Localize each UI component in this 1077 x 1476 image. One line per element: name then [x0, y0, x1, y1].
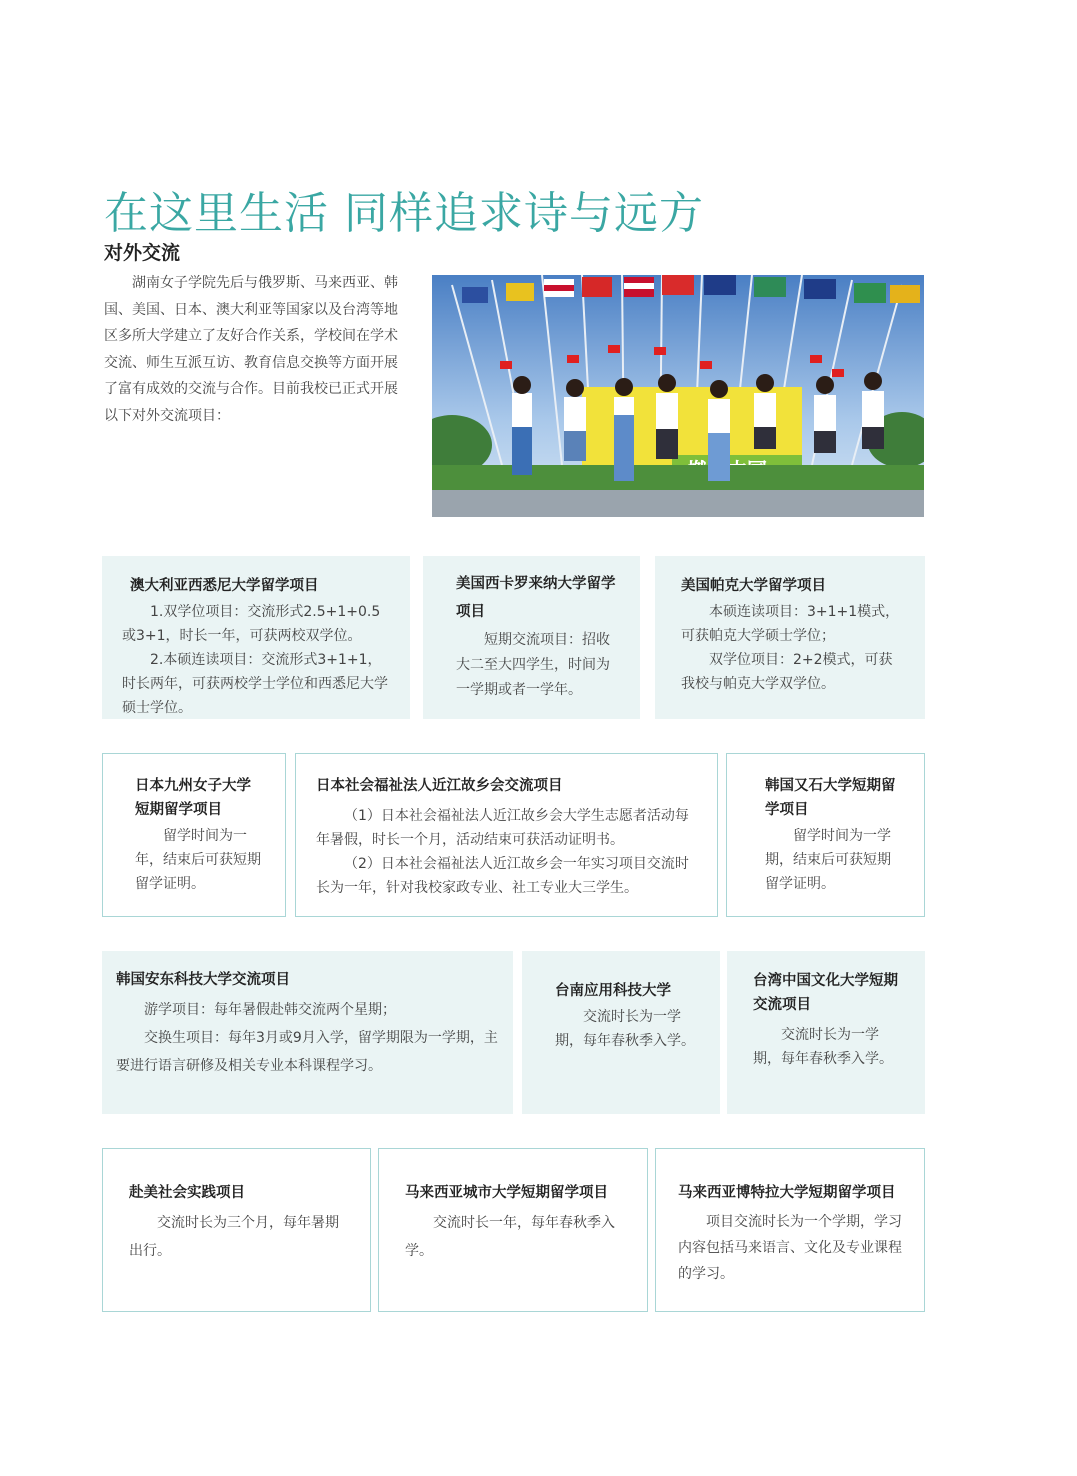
program-title: 台湾中国文化大学短期交流项目 [753, 973, 898, 1013]
program-detail: 交换生项目：每年3月或9月入学，留学期限为一学期，主要进行语言研修及相关专业本科课程学习。 [116, 1030, 498, 1074]
exchange-event-photo [432, 275, 924, 517]
program-detail: 交流时长为一学期，每年春秋季入学。 [555, 1009, 695, 1049]
program-card-andong [102, 951, 513, 1114]
program-title: 马来西亚博特拉大学短期留学项目 [678, 1185, 896, 1201]
program-title: 台南应用科技大学 [555, 983, 671, 999]
program-title: 日本社会福祉法人近江故乡会交流项目 [316, 778, 563, 794]
program-title: 韩国安东科技大学交流项目 [116, 972, 290, 988]
program-title: 马来西亚城市大学短期留学项目 [405, 1185, 608, 1201]
program-card-usa-practice [102, 1148, 371, 1312]
program-card-pccu [727, 951, 925, 1114]
program-detail: 2.本硕连读项目：交流形式3+1+1，时长两年，可获两校学士学位和西悉尼大学硕士学位。 [122, 652, 388, 716]
program-title: 韩国又石大学短期留学项目 [765, 778, 896, 818]
program-card-city-u [378, 1148, 648, 1312]
program-card-park [655, 556, 925, 719]
program-detail: 交流时长为一学期，每年春秋季入学。 [753, 1027, 893, 1067]
program-detail: （2）日本社会福祉法人近江故乡会一年实习项目交流时长为一年，针对我校家政专业、社工专业大三学生。 [316, 856, 689, 896]
program-card-omi [295, 753, 718, 917]
program-card-kyushu [102, 753, 286, 917]
program-card-sydney [102, 556, 410, 719]
program-card-carolina [423, 556, 640, 719]
program-detail: 1.双学位项目：交流形式2.5+1+0.5或3+1，时长一年，可获两校双学位。 [122, 604, 381, 644]
program-detail: 双学位项目：2+2模式，可获我校与帕克大学双学位。 [681, 652, 893, 692]
page-title: 在这里生活 同样追求诗与远方 [104, 188, 704, 240]
program-detail: 留学时间为一年，结束后可获短期留学证明。 [135, 828, 261, 892]
section-heading: 对外交流 [104, 241, 181, 264]
program-detail: 留学时间为一学期，结束后可获短期留学证明。 [765, 828, 891, 892]
program-card-tainan [522, 951, 720, 1114]
program-detail: 本硕连读项目：3+1+1模式，可获帕克大学硕士学位； [681, 604, 900, 644]
program-title: 日本九州女子大学短期留学项目 [135, 778, 251, 818]
program-card-upm [655, 1148, 925, 1312]
intro-paragraph: 湖南女子学院先后与俄罗斯、马来西亚、韩国、美国、日本、澳大利亚等国家以及台湾等地区多所大学建立了友好合作关系，学校间在学术交流、师生互派互访、教育信息交换等方面开展了富有成效的交流与合作。目前我校已正式开展以下对外交流项目： [104, 275, 398, 424]
program-detail: 交流时长为三个月，每年暑期出行。 [129, 1215, 339, 1259]
program-detail: 游学项目：每年暑假赴韩交流两个星期； [144, 1002, 396, 1018]
program-title: 澳大利亚西悉尼大学留学项目 [130, 578, 319, 594]
program-title: 美国帕克大学留学项目 [681, 578, 826, 594]
program-detail: 项目交流时长为一个学期，学习内容包括马来语言、文化及专业课程的学习。 [678, 1214, 902, 1282]
program-title: 赴美社会实践项目 [129, 1185, 245, 1201]
program-title: 美国西卡罗来纳大学留学项目 [456, 576, 616, 620]
program-detail: 短期交流项目：招收大二至大四学生，时间为一学期或者一学年。 [456, 632, 610, 698]
program-detail: 交流时长一年，每年春秋季入学。 [405, 1215, 615, 1259]
program-card-woosuk [726, 753, 925, 917]
program-detail: （1）日本社会福祉法人近江故乡会大学生志愿者活动每年暑假，时长一个月，活动结束可获活动证明书。 [316, 808, 689, 848]
